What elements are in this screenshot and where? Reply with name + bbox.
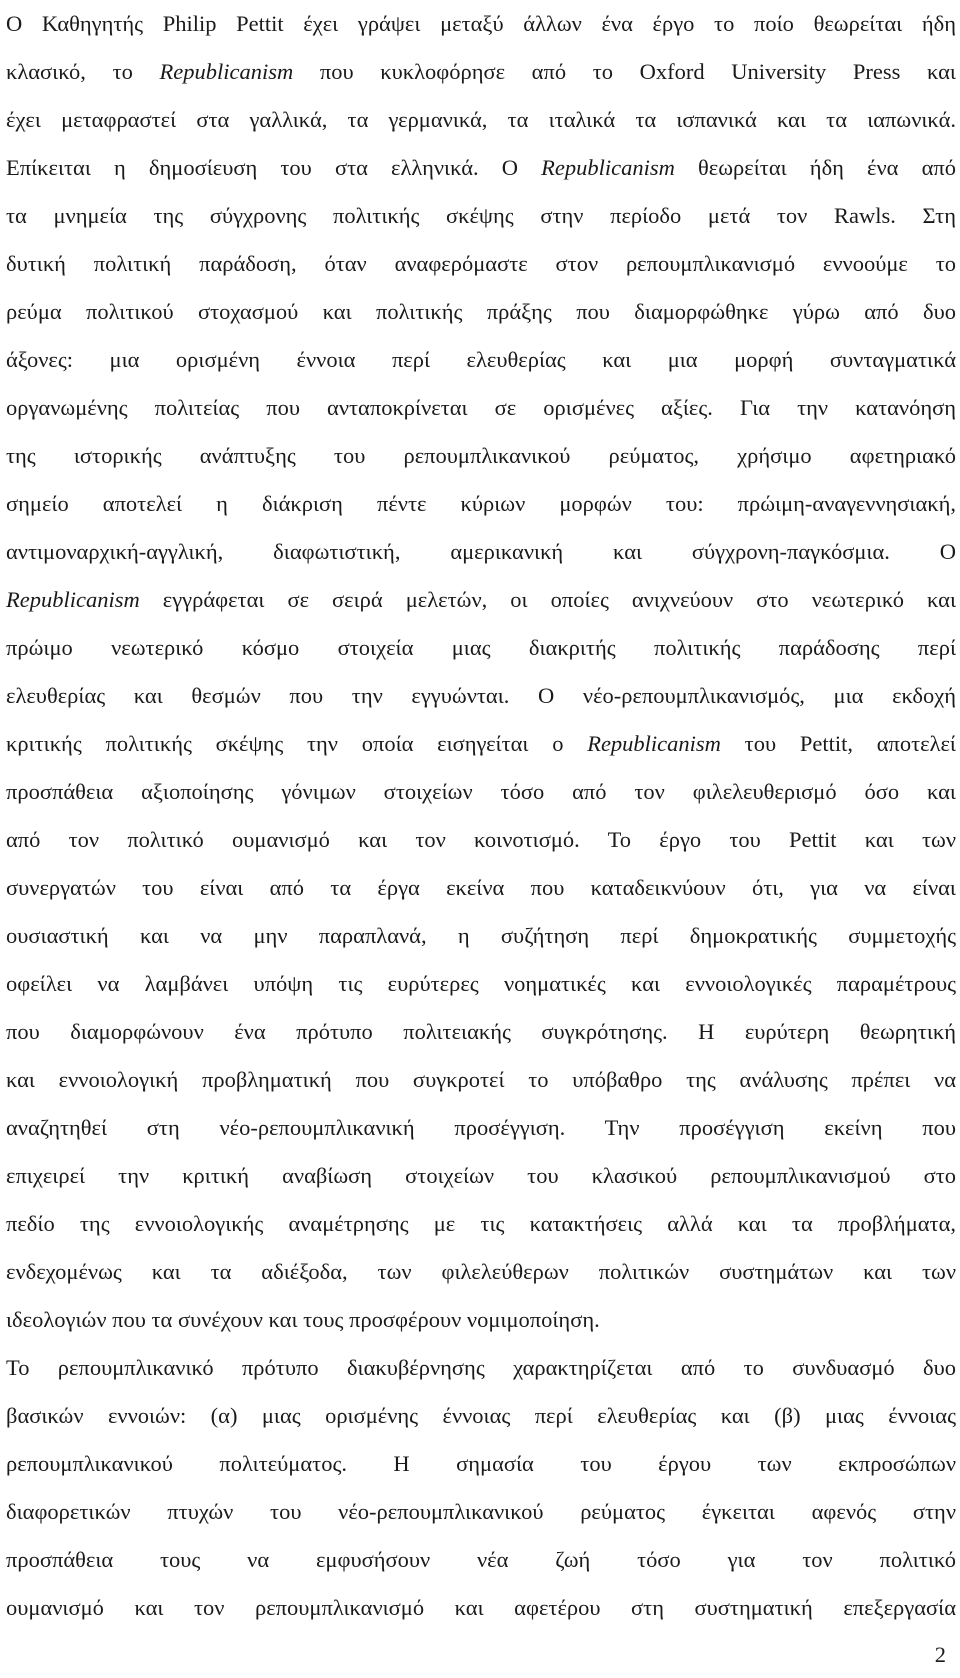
- text-line: της ιστορικής ανάπτυξης του ρεπουμπλικανικού ρεύματος, χρήσιμο αφετηριακό: [6, 443, 956, 468]
- text-line: ελευθερίας και θεσμών που την εγγυώνται. Ο νέο-ρεπουμπλικανισμός, μια εκδοχή: [6, 683, 956, 708]
- text-line: και εννοιολογική προβληματική που συγκροτεί το υπόβαθρο της ανάλυσης πρέπει να: [6, 1067, 956, 1092]
- text-line: από τον πολιτικό ουμανισμό και τον κοινοτισμό. Το έργο του Pettit και των: [6, 827, 956, 852]
- text-line: συνεργατών του είναι από τα έργα εκείνα που καταδεικνύουν ότι, για να είναι: [6, 875, 956, 900]
- text-line: ουμανισμό και τον ρεπουμπλικανισμό και αφετέρου στη συστηματική επεξεργασία: [6, 1595, 956, 1620]
- text-line: οργανωμένης πολιτείας που ανταποκρίνεται σε ορισμένες αξίες. Για την κατανόηση: [6, 395, 956, 420]
- text-line: δυτική πολιτική παράδοση, όταν αναφερόμαστε στον ρεπουμπλικανισμό εννοούμε το: [6, 251, 956, 276]
- text-line: ρεπουμπλικανικού πολιτεύματος. Η σημασία του έργου των εκπροσώπων: [6, 1451, 956, 1476]
- italic-title: Republicanism: [6, 587, 140, 612]
- body-text: [6, 0, 956, 1632]
- text-line: Ο Καθηγητής Philip Pettit έχει γράψει μεταξύ άλλων ένα έργο το ποίο θεωρείται ήδη: [6, 11, 956, 36]
- text-line: που διαμορφώνουν ένα πρότυπο πολιτειακής συγκρότησης. Η ευρύτερη θεωρητική: [6, 1019, 956, 1044]
- text-line: έχει μεταφραστεί στα γαλλικά, τα γερμανικά, τα ιταλικά τα ισπανικά και τα ιαπωνικά.: [6, 107, 956, 132]
- text-line: άξονες: μια ορισμένη έννοια περί ελευθερίας και μια μορφή συνταγματικά: [6, 347, 956, 372]
- text-line: σημείο αποτελεί η διάκριση πέντε κύριων μορφών του: πρώιμη-αναγεννησιακή,: [6, 491, 956, 516]
- text-line: αναζητηθεί στη νέο-ρεπουμπλικανική προσέγγιση. Την προσέγγιση εκείνη που: [6, 1115, 956, 1140]
- text-line: τα μνημεία της σύγχρονης πολιτικής σκέψης στην περίοδο μετά τον Rawls. Στη: [6, 203, 956, 228]
- text-line: ρεύμα πολιτικού στοχασμού και πολιτικής πράξης που διαμορφώθηκε γύρω από δυο: [6, 299, 956, 324]
- text-line: διαφορετικών πτυχών του νέο-ρεπουμπλικανικού ρεύματος έγκειται αφενός στην: [6, 1499, 956, 1524]
- text-line: προσπάθεια αξιοποίησης γόνιμων στοιχείων τόσο από τον φιλελευθερισμό όσο και: [6, 779, 956, 804]
- text-line: αντιμοναρχική-αγγλική, διαφωτιστική, αμερικανική και σύγχρονη-παγκόσμια. Ο: [6, 539, 956, 564]
- italic-title: Republicanism: [159, 59, 294, 84]
- text-line: ιδεολογιών που τα συνέχουν και τους προσφέρουν νομιμοποίηση.: [6, 1307, 600, 1332]
- italic-title: Republicanism: [587, 731, 721, 756]
- text-line: Το ρεπουμπλικανικό πρότυπο διακυβέρνησης χαρακτηρίζεται από το συνδυασμό δυο: [6, 1355, 956, 1380]
- text-line: πεδίο της εννοιολογικής αναμέτρησης με τις κατακτήσεις αλλά και τα προβλήματα,: [6, 1211, 956, 1236]
- text-line: ουσιαστική και να μην παραπλανά, η συζήτηση περί δημοκρατικής συμμετοχής: [6, 923, 956, 948]
- italic-title: Republicanism: [541, 155, 675, 180]
- text-line: οφείλει να λαμβάνει υπόψη τις ευρύτερες νοηματικές και εννοιολογικές παραμέτρους: [6, 971, 956, 996]
- text-line: πρώιμο νεωτερικό κόσμο στοιχεία μιας διακριτής πολιτικής παράδοσης περί: [6, 635, 956, 660]
- text-line: Επίκειται η δημοσίευση του στα ελληνικά. Ο Republicanism θεωρείται ήδη ένα από: [6, 155, 956, 180]
- page-number: 2: [934, 1642, 946, 1667]
- text-line: κλασικό, το Republicanism που κυκλοφόρησε από το Oxford University Press και: [6, 59, 956, 84]
- text-line: ενδεχομένως και τα αδιέξοδα, των φιλελεύθερων πολιτικών συστημάτων και των: [6, 1259, 956, 1284]
- text-line: βασικών εννοιών: (α) μιας ορισμένης έννοιας περί ελευθερίας και (β) μιας έννοιας: [6, 1403, 956, 1428]
- text-line: προσπάθεια τους να εμφυσήσουν νέα ζωή τόσο για τον πολιτικό: [6, 1547, 956, 1572]
- text-line: επιχειρεί την κριτική αναβίωση στοιχείων του κλασικού ρεπουμπλικανισμού στο: [6, 1163, 956, 1188]
- text-line: κριτικής πολιτικής σκέψης την οποία εισηγείται ο Republicanism του Pettit, αποτελεί: [6, 731, 956, 756]
- text-line: Republicanism εγγράφεται σε σειρά μελετών, οι οποίες ανιχνεύουν στο νεωτερικό και: [6, 587, 956, 612]
